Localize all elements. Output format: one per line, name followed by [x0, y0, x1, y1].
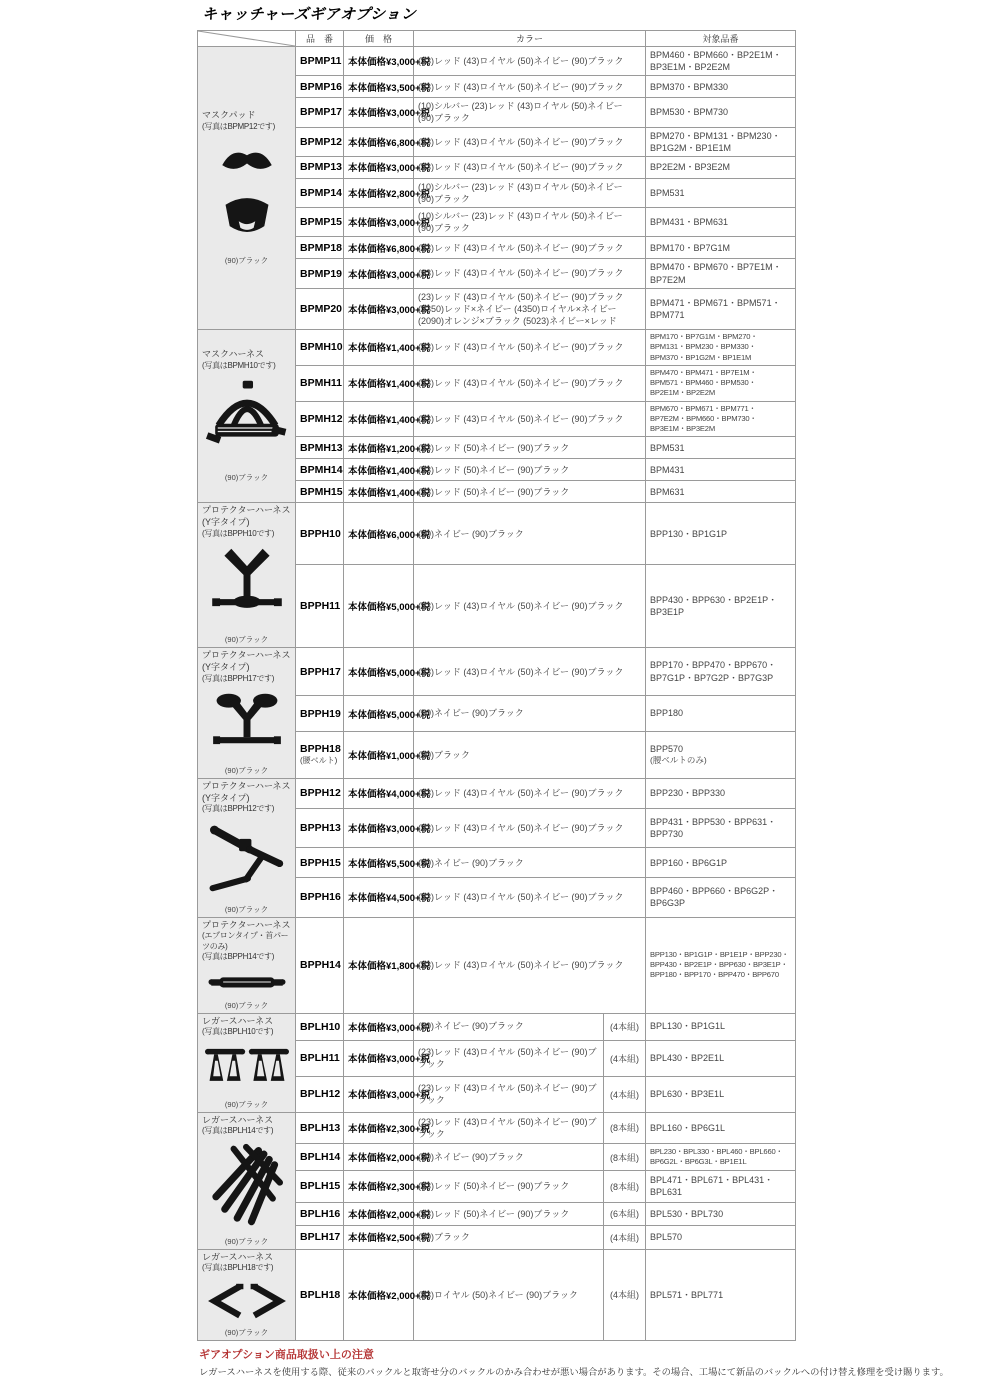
target-products-cell: BPL630・BP3E1L	[646, 1076, 796, 1112]
corner-cell	[198, 31, 296, 47]
product-code-cell: BPMP17	[296, 98, 344, 127]
color-cell: (23)レッド (43)ロイヤル (50)ネイビー (90)ブラック	[414, 648, 646, 696]
set-count-cell: (8本組)	[604, 1143, 646, 1170]
price-cell: 本体価格¥5,000+税	[344, 696, 414, 732]
price-cell: 本体価格¥6,800+税	[344, 127, 414, 156]
gear-options-table	[197, 30, 796, 1341]
color-cell: (90)ブラック	[414, 732, 646, 779]
product-code-cell: BPLH17	[296, 1226, 344, 1250]
target-products-cell: BPL471・BPL671・BPL431・BPL631	[646, 1171, 796, 1202]
target-products-cell: BPM170・BP7G1M・BPM270・BPM131・BPM230・BPM330・BPM370・BP1G2M・BP1E1M	[646, 330, 796, 366]
product-code-cell: BPPH14	[296, 917, 344, 1013]
image-caption: (90)ブラック	[224, 904, 269, 914]
price-cell: 本体価格¥2,000+税	[344, 1143, 414, 1170]
product-code-cell: BPPH17	[296, 648, 344, 696]
color-cell: (23)レッド (50)ネイビー (90)ブラック	[414, 437, 646, 459]
color-cell: (23)レッド (43)ロイヤル (50)ネイビー (90)ブラック	[414, 47, 646, 76]
category-label: マスクハーネス (写真はBPMH10です)	[202, 349, 276, 370]
target-products-cell: BPP230・BPP330	[646, 778, 796, 808]
price-cell: 本体価格¥3,000+税	[344, 208, 414, 237]
notice-title: ギアオプション商品取扱い上の注意	[199, 1348, 374, 1361]
color-cell: (23)レッド (43)ロイヤル (50)ネイビー (90)ブラック	[414, 917, 646, 1013]
category-cell	[198, 47, 296, 330]
price-cell: 本体価格¥2,000+税	[344, 1249, 414, 1340]
target-products-cell: BPM470・BPM670・BP7E1M・BP7E2M	[646, 259, 796, 288]
product-code-cell: BPPH16	[296, 878, 344, 918]
price-cell: 本体価格¥1,200+税	[344, 437, 414, 459]
color-cell: (50)ネイビー (90)ブラック	[414, 503, 646, 565]
table-row	[198, 330, 796, 366]
category-label: マスクパッド (写真はBPMP12です)	[202, 110, 275, 131]
product-code-cell: BPLH13	[296, 1112, 344, 1143]
price-cell: 本体価格¥3,000+税	[344, 259, 414, 288]
target-products-cell: BPM370・BPM330	[646, 76, 796, 98]
image-caption: (90)ブラック	[224, 256, 269, 266]
image-caption: (90)ブラック	[224, 1236, 269, 1246]
category-cell	[198, 1112, 296, 1249]
target-products-cell: BPP180	[646, 696, 796, 732]
product-code-cell: BPLH12	[296, 1076, 344, 1112]
color-cell: (50)ネイビー (90)ブラック	[414, 1013, 604, 1040]
target-products-cell: BPM460・BPM660・BP2E1M・BP3E1M・BP2E2M	[646, 47, 796, 76]
mask-harness-image	[202, 379, 291, 470]
color-cell: (23)レッド (50)ネイビー (90)ブラック	[414, 481, 646, 503]
price-cell: 本体価格¥3,000+税	[344, 47, 414, 76]
table-row	[198, 648, 796, 696]
product-code-cell: BPMP18	[296, 237, 344, 259]
product-code-cell: BPPH12	[296, 778, 344, 808]
price-cell: 本体価格¥1,000+税	[344, 732, 414, 779]
product-code-cell: BPMP11	[296, 47, 344, 76]
image-caption: (90)ブラック	[224, 1000, 269, 1010]
color-cell: (23)レッド (50)ネイビー (90)ブラック	[414, 459, 646, 481]
color-cell: (23)レッド (50)ネイビー (90)ブラック	[414, 1202, 604, 1226]
target-products-cell: BPM170・BP7G1M	[646, 237, 796, 259]
product-code-cell: BPLH10	[296, 1013, 344, 1040]
price-cell: 本体価格¥2,300+税	[344, 1112, 414, 1143]
price-cell: 本体価格¥1,400+税	[344, 401, 414, 437]
price-cell: 本体価格¥4,500+税	[344, 878, 414, 918]
product-code-cell: BPMH12	[296, 401, 344, 437]
price-cell: 本体価格¥2,300+税	[344, 1171, 414, 1202]
mask-pads-image	[202, 140, 291, 253]
table-row	[198, 1112, 796, 1143]
notice-section	[199, 1346, 994, 1378]
price-cell: 本体価格¥5,500+税	[344, 848, 414, 878]
price-cell: 本体価格¥3,000+税	[344, 156, 414, 178]
price-cell: 本体価格¥6,000+税	[344, 503, 414, 565]
color-cell: (23)レッド (43)ロイヤル (50)ネイビー (90)ブラック	[414, 330, 646, 366]
target-products-cell: BPM531	[646, 178, 796, 207]
color-cell: (23)レッド (43)ロイヤル (50)ネイビー (90)ブラック	[414, 1112, 604, 1143]
table-row	[198, 1249, 796, 1340]
product-code-cell: BPLH15	[296, 1171, 344, 1202]
category-cell	[198, 1249, 296, 1340]
set-count-cell: (4本組)	[604, 1249, 646, 1340]
category-cell	[198, 330, 296, 503]
color-cell: (23)レッド (43)ロイヤル (50)ネイビー (90)ブラック	[414, 127, 646, 156]
product-code-cell: BPMP16	[296, 76, 344, 98]
product-code-cell: BPMP12	[296, 127, 344, 156]
product-code-cell: BPPH19	[296, 696, 344, 732]
price-cell: 本体価格¥5,000+税	[344, 565, 414, 648]
product-code-cell: BPMH14	[296, 459, 344, 481]
target-products-cell: BPM531	[646, 437, 796, 459]
price-cell: 本体価格¥3,000+税	[344, 98, 414, 127]
product-code-cell: BPMH11	[296, 365, 344, 401]
target-products-cell: BPM431・BPM631	[646, 208, 796, 237]
product-code-cell: BPLH14	[296, 1143, 344, 1170]
gear-table-body	[198, 47, 796, 1341]
category-label: レガースハーネス (写真はBPLH18です)	[202, 1251, 274, 1273]
color-cell: (50)ネイビー (90)ブラック	[414, 848, 646, 878]
color-cell: (23)レッド (43)ロイヤル (50)ネイビー (90)ブラック (2350)レッド×ネイビー (4350)ロイヤル×ネイビー (2090)オレンジ×ブラック (5023)ネイビー×レッド	[414, 288, 646, 329]
notice-body: レガースハーネスを使用する際、従来のバックルと取寄せ分のバックルのかみ合わせが悪い場合があります。その場合、工場にて新品のバックルへの付け替え修理を受け賜ります。	[199, 1366, 949, 1377]
price-cell: 本体価格¥3,000+税	[344, 288, 414, 329]
category-label: プロテクターハーネス (Y字タイプ) (写真はBPPH10です)	[202, 505, 291, 538]
category-cell	[198, 503, 296, 648]
target-products-cell: BPP430・BPP630・BP2E1P・BP3E1P	[646, 565, 796, 648]
product-code-cell: BPMH13	[296, 437, 344, 459]
product-code-note: (腰ベルト)	[300, 756, 338, 766]
color-cell: (23)レッド (43)ロイヤル (50)ネイビー (90)ブラック	[414, 156, 646, 178]
price-cell: 本体価格¥2,500+税	[344, 1226, 414, 1250]
color-cell: (23)レッド (43)ロイヤル (50)ネイビー (90)ブラック	[414, 808, 646, 848]
product-code-cell: BPMP15	[296, 208, 344, 237]
product-code-cell: BPMP14	[296, 178, 344, 207]
product-code-cell: BPPH13	[296, 808, 344, 848]
price-cell: 本体価格¥3,000+税	[344, 1040, 414, 1076]
category-label: レガースハーネス (写真はBPLH10です)	[202, 1015, 274, 1037]
set-count-cell: (4本組)	[604, 1013, 646, 1040]
category-cell	[198, 648, 296, 779]
product-code-cell: BPPH15	[296, 848, 344, 878]
image-caption: (90)ブラック	[224, 765, 269, 775]
target-products-cell: BPP130・BP1G1P	[646, 503, 796, 565]
target-products-cell: BPL571・BPL771	[646, 1249, 796, 1340]
target-products-cell: BPL130・BP1G1L	[646, 1013, 796, 1040]
color-cell: (23)レッド (43)ロイヤル (50)ネイビー (90)ブラック	[414, 76, 646, 98]
price-cell: 本体価格¥6,800+税	[344, 237, 414, 259]
leg-harness-buckle-image	[202, 1046, 291, 1097]
leg-harness-angle-image	[202, 1282, 291, 1325]
page-title: キャッチャーズギアオプション	[202, 6, 417, 23]
price-cell: 本体価格¥3,000+税	[344, 1076, 414, 1112]
product-code-cell: BPPH18 (腰ベルト)	[296, 732, 344, 779]
image-caption: (90)ブラック	[224, 635, 269, 645]
color-cell: (23)レッド (43)ロイヤル (50)ネイビー (90)ブラック	[414, 778, 646, 808]
color-cell: (50)ネイビー (90)ブラック	[414, 1143, 604, 1170]
category-cell	[198, 917, 296, 1013]
header-price: 価 格	[344, 31, 414, 47]
target-note: (腰ベルトのみ)	[650, 755, 707, 766]
price-cell: 本体価格¥3,000+税	[344, 1013, 414, 1040]
target-products-cell: BPL160・BP6G1L	[646, 1112, 796, 1143]
product-code-cell: BPMH10	[296, 330, 344, 366]
target-products-cell: BPP460・BPP660・BP6G2P・BP6G3P	[646, 878, 796, 918]
target-products-cell: BPM670・BPM671・BPM771・BP7E2M・BPM660・BPM730・BP3E1M・BP3E2M	[646, 401, 796, 437]
category-cell	[198, 778, 296, 917]
target-products-cell: BPP570 (腰ベルトのみ)	[646, 732, 796, 779]
product-code-cell: BPPH11	[296, 565, 344, 648]
category-label: プロテクターハーネス (エプロンタイプ・首パーツのみ) (写真はBPPH14です)	[202, 919, 291, 962]
target-products-cell: BPM470・BPM471・BP7E1M・BPM571・BPM460・BPM530・BP2E1M・BP2E2M	[646, 365, 796, 401]
set-count-cell: (4本組)	[604, 1040, 646, 1076]
price-cell: 本体価格¥1,400+税	[344, 365, 414, 401]
price-cell: 本体価格¥3,500+税	[344, 76, 414, 98]
target-products-cell: BPM631	[646, 481, 796, 503]
apron-strap-image	[202, 971, 291, 998]
set-count-cell: (8本組)	[604, 1112, 646, 1143]
price-cell: 本体価格¥2,800+税	[344, 178, 414, 207]
color-cell: (23)レッド (50)ネイビー (90)ブラック	[414, 1171, 604, 1202]
image-caption: (90)ブラック	[224, 1099, 269, 1109]
table-row	[198, 1013, 796, 1040]
color-cell: (23)レッド (43)ロイヤル (50)ネイビー (90)ブラック	[414, 365, 646, 401]
category-label: レガースハーネス (写真はBPLH14です)	[202, 1114, 274, 1136]
content-column	[197, 0, 997, 1378]
y-harness-pad-image	[202, 692, 291, 763]
category-label: プロテクターハーネス (Y字タイプ) (写真はBPPH17です)	[202, 650, 291, 683]
category-label: プロテクターハーネス (Y字タイプ) (写真はBPPH12です)	[202, 780, 291, 814]
target-products-cell: BPP170・BPP470・BPP670・BP7G1P・BP7G2P・BP7G3P	[646, 648, 796, 696]
color-cell: (90)ブラック	[414, 1226, 604, 1250]
target-products-cell: BPP160・BP6G1P	[646, 848, 796, 878]
target-products-cell: BPL430・BP2E1L	[646, 1040, 796, 1076]
header-color: カラー	[414, 31, 646, 47]
header-target: 対象品番	[646, 31, 796, 47]
product-code-cell: BPPH10	[296, 503, 344, 565]
branch-harness-image	[202, 823, 291, 902]
category-cell	[198, 1013, 296, 1112]
color-cell: (43)ロイヤル (50)ネイビー (90)ブラック	[414, 1249, 604, 1340]
target-products-cell: BP2E2M・BP3E2M	[646, 156, 796, 178]
set-count-cell: (4本組)	[604, 1076, 646, 1112]
color-cell: (10)シルバー (23)レッド (43)ロイヤル (50)ネイビー (90)ブラック	[414, 208, 646, 237]
color-cell: (10)シルバー (23)レッド (43)ロイヤル (50)ネイビー (90)ブラック	[414, 178, 646, 207]
diagonal-line-icon	[198, 31, 295, 46]
target-products-cell: BPP431・BPP530・BPP631・BPP730	[646, 808, 796, 848]
set-count-cell: (6本組)	[604, 1202, 646, 1226]
price-cell: 本体価格¥1,400+税	[344, 330, 414, 366]
color-cell: (50)ネイビー (90)ブラック	[414, 696, 646, 732]
image-caption: (90)ブラック	[224, 1327, 269, 1337]
target-products-cell: BPP130・BP1G1P・BP1E1P・BPP230・BPP430・BP2E1P・BPP630・BP3E1P・BPP180・BPP170・BPP470・BPP670	[646, 917, 796, 1013]
color-cell: (23)レッド (43)ロイヤル (50)ネイビー (90)ブラック	[414, 878, 646, 918]
table-row	[198, 47, 796, 76]
product-code-cell: BPMP19	[296, 259, 344, 288]
image-caption: (90)ブラック	[224, 473, 269, 483]
y-harness-image	[202, 547, 291, 632]
set-count-cell: (4本組)	[604, 1226, 646, 1250]
leg-harness-fan-image	[202, 1145, 291, 1234]
table-row	[198, 917, 796, 1013]
color-cell: (23)レッド (43)ロイヤル (50)ネイビー (90)ブラック	[414, 565, 646, 648]
color-cell: (23)レッド (43)ロイヤル (50)ネイビー (90)ブラック	[414, 1076, 604, 1112]
header-row	[198, 31, 796, 47]
price-cell: 本体価格¥1,400+税	[344, 459, 414, 481]
table-row	[198, 503, 796, 565]
target-products-cell: BPM530・BPM730	[646, 98, 796, 127]
price-cell: 本体価格¥4,000+税	[344, 778, 414, 808]
table-row	[198, 778, 796, 808]
color-cell: (23)レッド (43)ロイヤル (50)ネイビー (90)ブラック	[414, 259, 646, 288]
product-code-cell: BPLH16	[296, 1202, 344, 1226]
price-cell: 本体価格¥5,000+税	[344, 648, 414, 696]
color-cell: (23)レッド (43)ロイヤル (50)ネイビー (90)ブラック	[414, 1040, 604, 1076]
target-products-cell: BPM270・BPM131・BPM230・BP1G2M・BP1E1M	[646, 127, 796, 156]
header-part-no: 品 番	[296, 31, 344, 47]
product-code-cell: BPMP13	[296, 156, 344, 178]
color-cell: (23)レッド (43)ロイヤル (50)ネイビー (90)ブラック	[414, 401, 646, 437]
product-code-cell: BPMP20	[296, 288, 344, 329]
product-code-cell: BPLH11	[296, 1040, 344, 1076]
color-cell: (23)レッド (43)ロイヤル (50)ネイビー (90)ブラック	[414, 237, 646, 259]
price-cell: 本体価格¥1,400+税	[344, 481, 414, 503]
product-code-cell: BPMH15	[296, 481, 344, 503]
target-products-cell: BPL230・BPL330・BPL460・BPL660・BP6G2L・BP6G3L・BP1E1L	[646, 1143, 796, 1170]
target-products-cell: BPL530・BPL730	[646, 1202, 796, 1226]
target-products-cell: BPM431	[646, 459, 796, 481]
price-cell: 本体価格¥2,000+税	[344, 1202, 414, 1226]
target-products-cell: BPM471・BPM671・BPM571・BPM771	[646, 288, 796, 329]
color-cell: (10)シルバー (23)レッド (43)ロイヤル (50)ネイビー (90)ブラック	[414, 98, 646, 127]
product-code-cell: BPLH18	[296, 1249, 344, 1340]
price-cell: 本体価格¥3,000+税	[344, 808, 414, 848]
target-products-cell: BPL570	[646, 1226, 796, 1250]
price-cell: 本体価格¥1,800+税	[344, 917, 414, 1013]
set-count-cell: (8本組)	[604, 1171, 646, 1202]
